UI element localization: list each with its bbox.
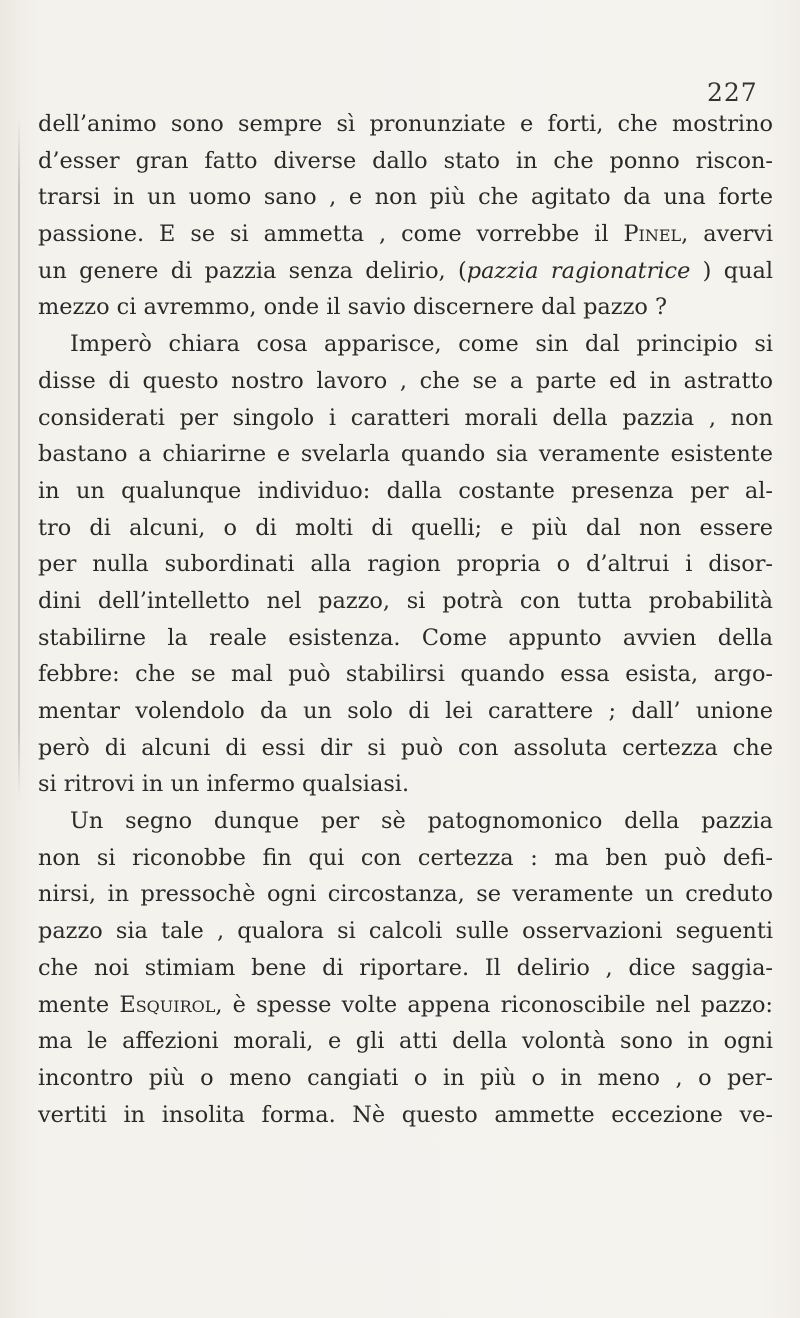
text-line: dell’animo sono sempre sì pronunziate e forti, che mostrino [38, 111, 773, 137]
author-name-esquirol: Esquirol [119, 991, 216, 1018]
text-line: per nulla subordinati alla ragion propria o d’altrui i disor- [38, 551, 773, 578]
text-line: che noi stimiam bene di riportare. Il delirio , dice saggia- [38, 954, 773, 981]
text-segment: passione. E se si ammetta , come vorrebbe il [38, 221, 624, 248]
text-line: incontro più o meno cangiati o in più o in meno , o per- [38, 1064, 773, 1091]
text-line: mezzo ci avremmo, onde il savio discernere dal pazzo ? [38, 294, 667, 321]
text-line: nirsi, in pressochè ogni circostanza, se veramente un creduto [38, 881, 773, 908]
author-name-pinel: Pinel [623, 221, 682, 248]
text-line: Imperò chiara cosa apparisce, come sin dal principio si [70, 331, 773, 358]
text-line: dini dell’intelletto nel pazzo, si potrà con tutta probabilità [38, 587, 773, 614]
text-line: ma le affezioni morali, e gli atti della volontà sono in ogni [38, 1028, 773, 1055]
text-line: vertiti in insolita forma. Nè questo ammette eccezione ve- [38, 1101, 773, 1128]
text-line: però di alcuni di essi dir si può con assoluta certezza che [38, 734, 773, 761]
text-line: Un segno dunque per sè patognomonico della pazzia [70, 808, 773, 835]
text-line: trarsi in un uomo sano , e non più che agitato da una forte [38, 184, 773, 211]
text-line: pazzo sia tale , qualora si calcoli sulle osservazioni seguenti [38, 918, 773, 945]
text-line: in un qualunque individuo: dalla costante presenza per al- [38, 477, 773, 504]
text-line: non si riconobbe fin qui con certezza : ma ben può defi- [38, 844, 773, 871]
text-segment: ) qual [702, 257, 774, 284]
text-line [38, 253, 773, 290]
text-line [38, 216, 773, 253]
text-line: stabilirne la reale esistenza. Come appunto avvien della [38, 624, 773, 651]
text-segment: , è spesse volte appena riconoscibile nel pazzo: [215, 991, 773, 1018]
text-line: considerati per singolo i caratteri morali della pazzia , non [38, 404, 773, 431]
text-segment: un genere di pazzia senza delirio, ( [38, 257, 467, 284]
text-segment: , avervi [681, 221, 773, 248]
text-line: mentar volendolo da un solo di lei carattere ; dall’ unione [38, 698, 773, 724]
text-line: si ritrovi in un infermo qualsiasi. [38, 771, 410, 798]
page-number: 227 [707, 78, 758, 107]
page-gutter-shadow [18, 118, 20, 798]
text-line: tro di alcuni, o di molti di quelli; e più dal non essere [38, 514, 773, 541]
text-line: d’esser gran fatto diverse dallo stato in che ponno riscon- [38, 147, 773, 174]
text-line: bastano a chiarirne e svelarla quando sia veramente esistente [38, 441, 773, 468]
body-text [38, 106, 773, 1133]
text-line: disse di questo nostro lavoro , che se a parte ed in astratto [38, 367, 773, 394]
text-segment: mente [38, 991, 120, 1018]
text-line: febbre: che se mal può stabilirsi quando essa esista, argo- [38, 661, 773, 688]
italic-term: pazzia ragionatrice [466, 257, 691, 284]
text-line [38, 987, 773, 1024]
